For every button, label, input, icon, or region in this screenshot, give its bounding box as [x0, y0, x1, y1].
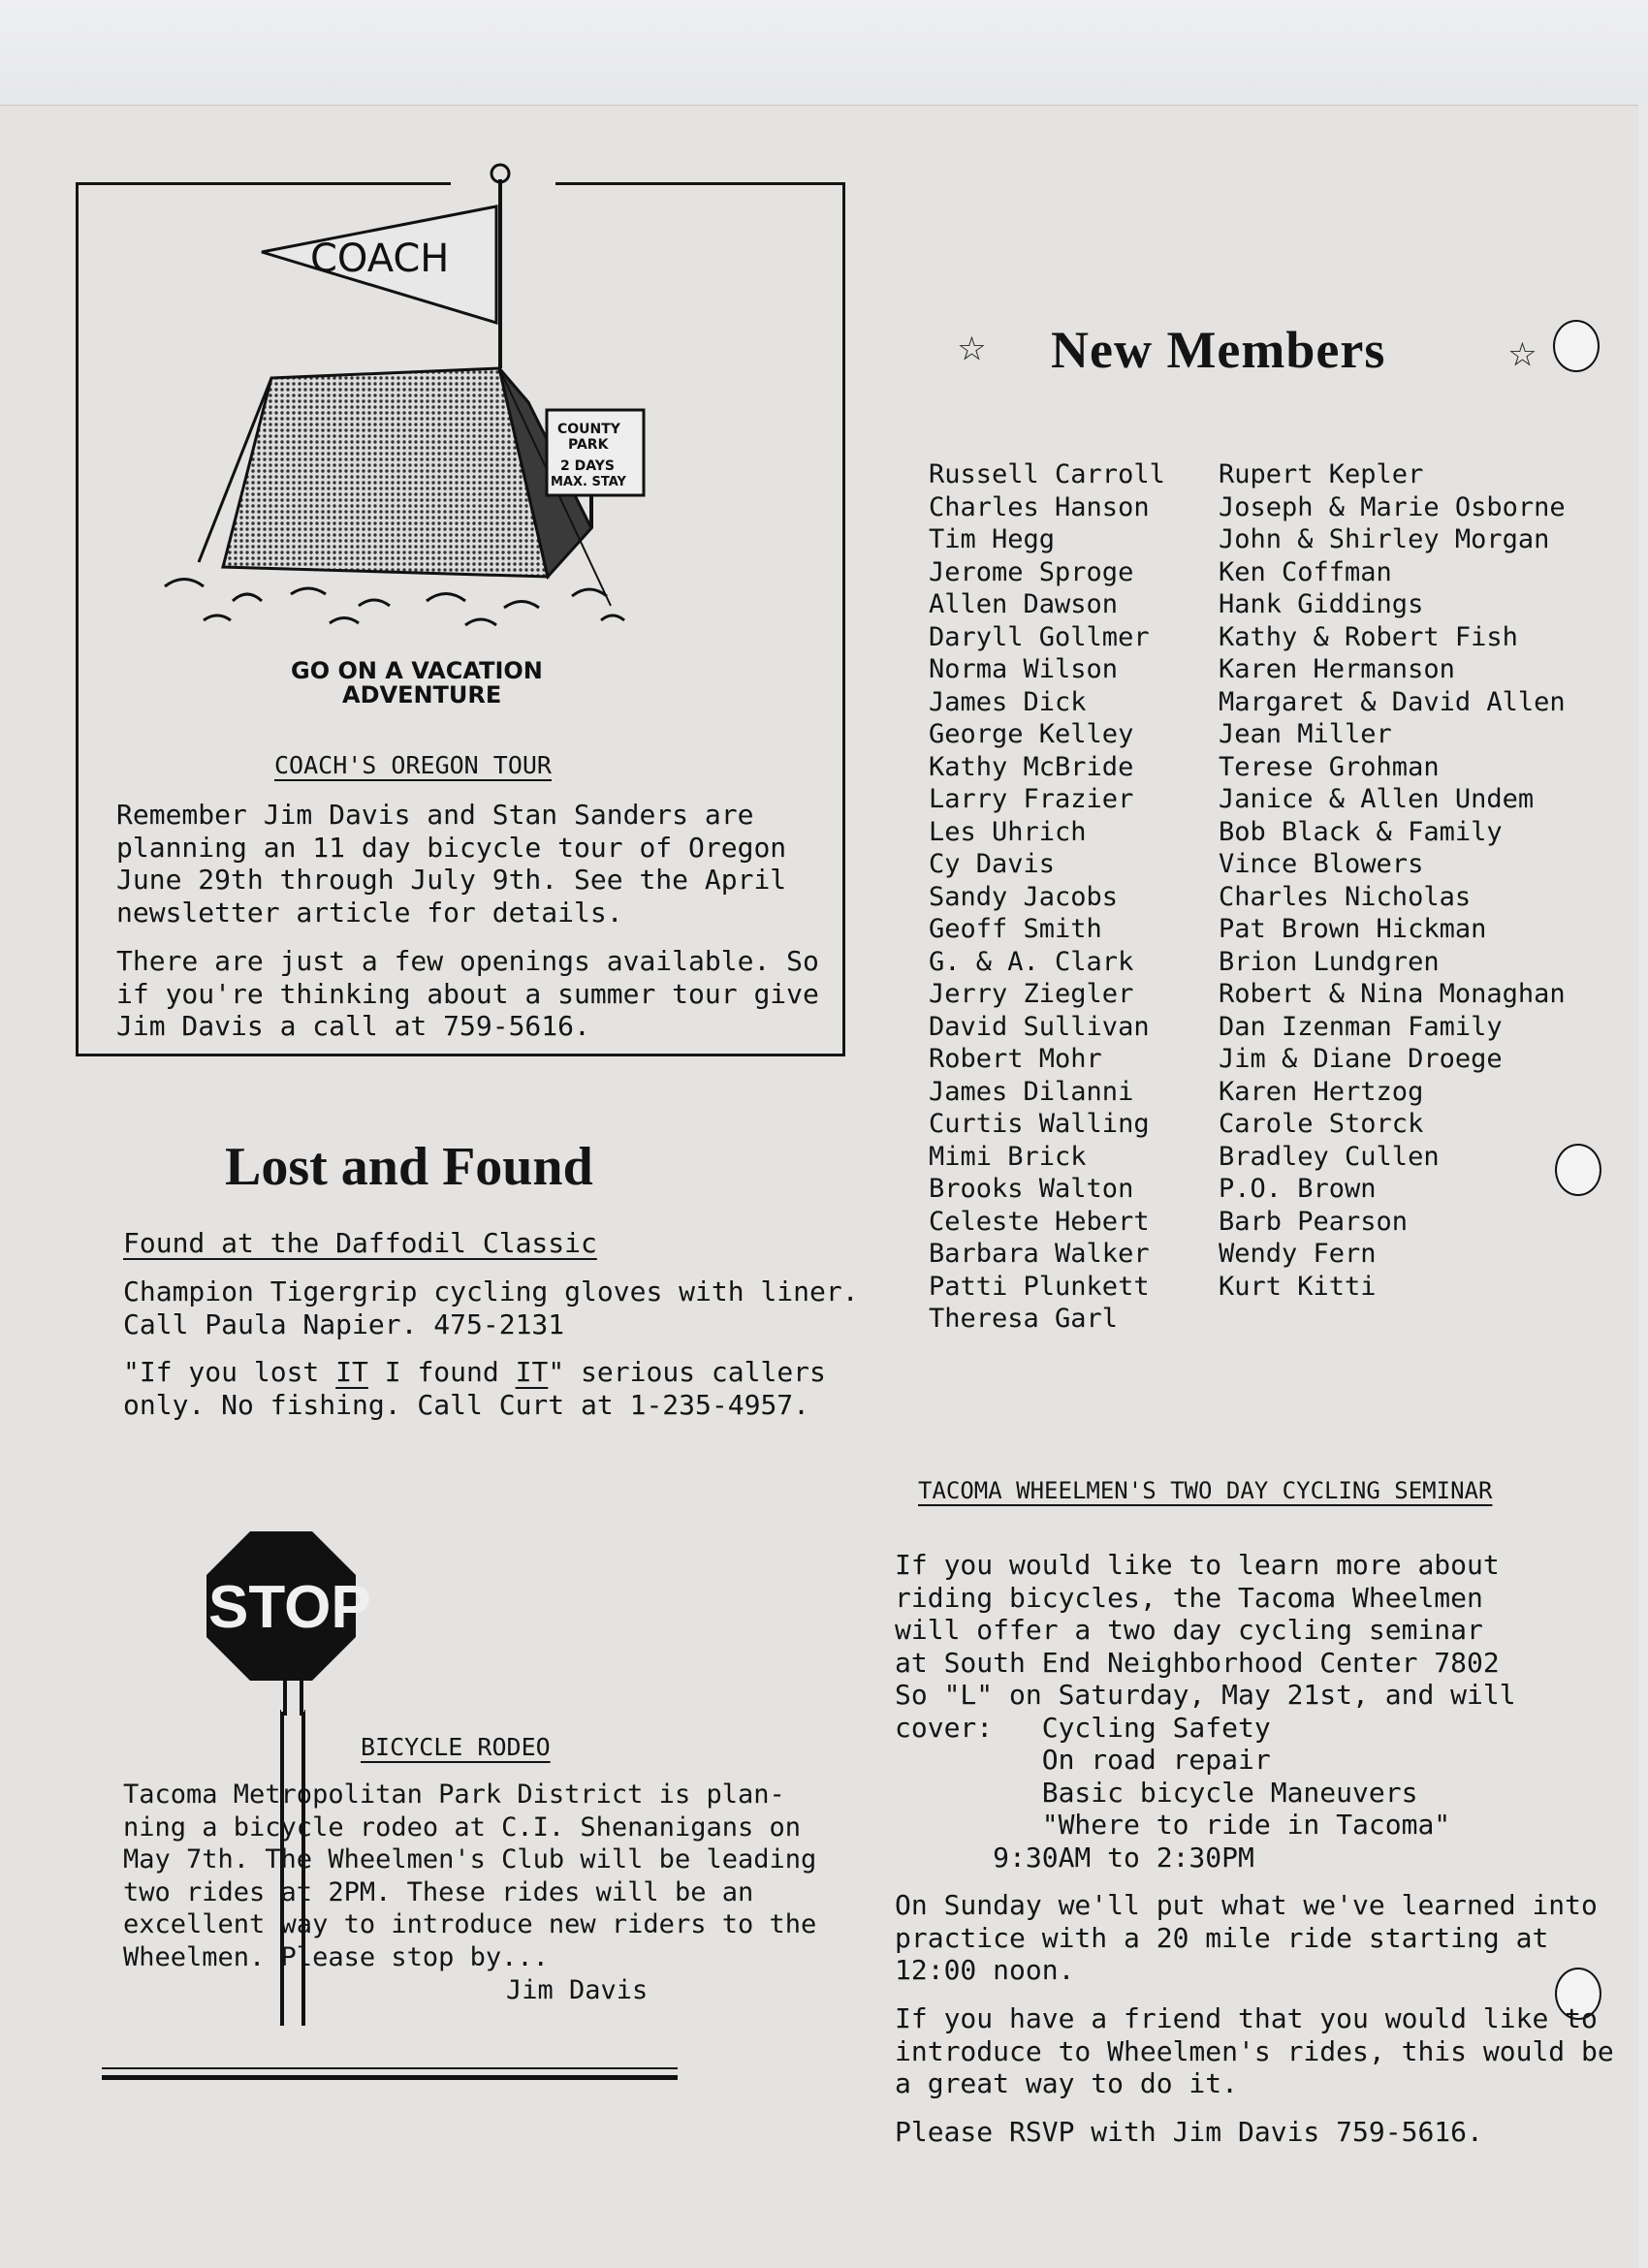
punch-hole-top — [1553, 320, 1600, 372]
member-name: Theresa Garl — [929, 1304, 1119, 1334]
member-name: Carole Storck — [1219, 1109, 1424, 1139]
member-name: Pat Brown Hickman — [1219, 914, 1487, 944]
member-name: Russell Carroll — [929, 459, 1165, 489]
member-name: Margaret & David Allen — [1219, 686, 1566, 717]
member-name: Jerome Sproge — [929, 556, 1134, 587]
lost-found-subheading: Found at the Daffodil Classic — [123, 1227, 597, 1259]
sign-line-2: PARK — [568, 437, 609, 453]
coach-tour-paragraph-1: Remember Jim Davis and Stan Sanders are planning an 11 day bicycle tour of Oregon June 29th through July 9th. See the April newsletter article for details. — [116, 799, 787, 929]
member-name: Norma Wilson — [929, 654, 1119, 684]
member-name: Karen Hermanson — [1219, 654, 1455, 684]
member-name: Patti Plunkett — [929, 1271, 1150, 1302]
member-name: Dan Izenman Family — [1219, 1011, 1503, 1042]
coach-tour-paragraph-2: There are just a few openings available. So if you're thinking about a summer tour give Jim Davis a call at 759-5616. — [116, 945, 819, 1042]
member-name: Allen Dawson — [929, 589, 1119, 619]
member-name: Brooks Walton — [929, 1174, 1134, 1204]
member-name: Ken Coffman — [1219, 556, 1392, 587]
member-name: Bradley Cullen — [1219, 1141, 1440, 1172]
lost-found-paragraph-1: Champion Tigergrip cycling gloves with liner. Call Paula Napier. 475-2131 — [123, 1276, 859, 1340]
member-name: Charles Hanson — [929, 491, 1150, 522]
members-column-1 — [929, 458, 1165, 1336]
caption-line-2: ADVENTURE — [342, 681, 502, 709]
member-name: Kathy & Robert Fish — [1219, 621, 1518, 652]
flag-text: COACH — [310, 236, 450, 281]
member-name: Kathy McBride — [929, 751, 1134, 782]
members-column-2 — [1219, 458, 1566, 1303]
member-name: Celeste Hebert — [929, 1206, 1150, 1237]
member-name: G. & A. Clark — [929, 946, 1134, 977]
scan-top-background — [0, 0, 1648, 105]
bicycle-rodeo-paragraph: Tacoma Metropolitan Park District is plan- ning a bicycle rodeo at C.I. Shenanigans on May 7th. The Wheelmen's Club will be leading two rides at 2PM. These rides will be an excellent way to introduce new riders to the Wheelmen. Please stop by... — [123, 1780, 817, 1972]
member-name: James Dick — [929, 686, 1087, 717]
member-name: Jean Miller — [1219, 719, 1392, 749]
member-name: Janice & Allen Undem — [1219, 784, 1535, 814]
seminar-paragraph-1: If you would like to learn more about riding bicycles, the Tacoma Wheelmen will offer a two day cycling seminar at South End Neighborhood Center 7802 So "L" on Saturday, May 21st, and will cover: Cycling Safety On road repair Basic bicycle Maneuvers "Where to ride in Tacoma" 9:30AM to 2:30PM — [895, 1549, 1516, 1874]
member-name: Robert & Nina Monaghan — [1219, 979, 1566, 1009]
member-name: Jerry Ziegler — [929, 979, 1134, 1009]
member-name: Rupert Kepler — [1219, 459, 1424, 489]
member-name: Wendy Fern — [1219, 1239, 1377, 1269]
member-name: Hank Giddings — [1219, 589, 1424, 619]
star-icon: ☆ — [958, 318, 986, 372]
member-name: Les Uhrich — [929, 816, 1087, 847]
member-name: Terese Grohman — [1219, 751, 1440, 782]
sign-line-3: 2 DAYS — [560, 458, 615, 474]
member-name: Curtis Walling — [929, 1109, 1150, 1139]
lost-found-paragraph-2: "If you lost IT I found IT" serious callers only. No fishing. Call Curt at 1-235-4957. — [123, 1356, 826, 1421]
star-icon: ☆ — [1508, 324, 1537, 378]
caption-line-1: GO ON A VACATION — [291, 657, 543, 684]
member-name: Kurt Kitti — [1219, 1271, 1377, 1302]
member-name: George Kelley — [929, 719, 1134, 749]
member-name: Jim & Diane Droege — [1219, 1044, 1503, 1074]
member-name: Brion Lundgren — [1219, 946, 1440, 977]
seminar-paragraph-2: On Sunday we'll put what we've learned into practice with a 20 mile ride starting at 12:00 noon. — [895, 1889, 1598, 1986]
member-name: Sandy Jacobs — [929, 881, 1119, 912]
member-name: Vince Blowers — [1219, 849, 1424, 879]
member-name: John & Shirley Morgan — [1219, 524, 1550, 554]
member-name: Charles Nicholas — [1219, 881, 1472, 912]
member-name: Larry Frazier — [929, 784, 1134, 814]
tent-illustration — [145, 160, 688, 712]
member-name: Mimi Brick — [929, 1141, 1087, 1172]
bicycle-rodeo-heading: BICYCLE RODEO — [361, 1733, 551, 1761]
seminar-heading: TACOMA WHEELMEN'S TWO DAY CYCLING SEMINAR — [918, 1477, 1493, 1504]
lost-found-title: Lost and Found — [225, 1137, 593, 1197]
it-underlined: IT — [515, 1356, 549, 1388]
member-name: David Sullivan — [929, 1011, 1150, 1042]
coach-tour-heading: COACH'S OREGON TOUR — [274, 751, 552, 779]
member-name: Barbara Walker — [929, 1239, 1150, 1269]
bicycle-rodeo-signature: Jim Davis — [506, 1975, 649, 2005]
member-name: Bob Black & Family — [1219, 816, 1503, 847]
member-name: Barb Pearson — [1219, 1206, 1409, 1237]
sign-line-4: MAX. STAY — [551, 475, 626, 489]
member-name: Tim Hegg — [929, 524, 1056, 554]
member-name: Daryll Gollmer — [929, 621, 1150, 652]
seminar-paragraph-3: If you have a friend that you would like to introduce to Wheelmen's rides, this would be a great way to do it. — [895, 2002, 1614, 2099]
it-underlined: IT — [335, 1356, 368, 1388]
member-name: P.O. Brown — [1219, 1174, 1377, 1204]
member-name: James Dilanni — [929, 1076, 1134, 1107]
member-name: Geoff Smith — [929, 914, 1102, 944]
member-name: Karen Hertzog — [1219, 1076, 1424, 1107]
sign-line-1: COUNTY — [557, 422, 620, 437]
stop-text: STOP — [208, 1574, 371, 1641]
member-name: Joseph & Marie Osborne — [1219, 491, 1566, 522]
seminar-paragraph-4: Please RSVP with Jim Davis 759-5616. — [895, 2116, 1483, 2148]
new-members-title: New Members — [1051, 321, 1386, 379]
member-name: Robert Mohr — [929, 1044, 1102, 1074]
member-name: Cy Davis — [929, 849, 1056, 879]
